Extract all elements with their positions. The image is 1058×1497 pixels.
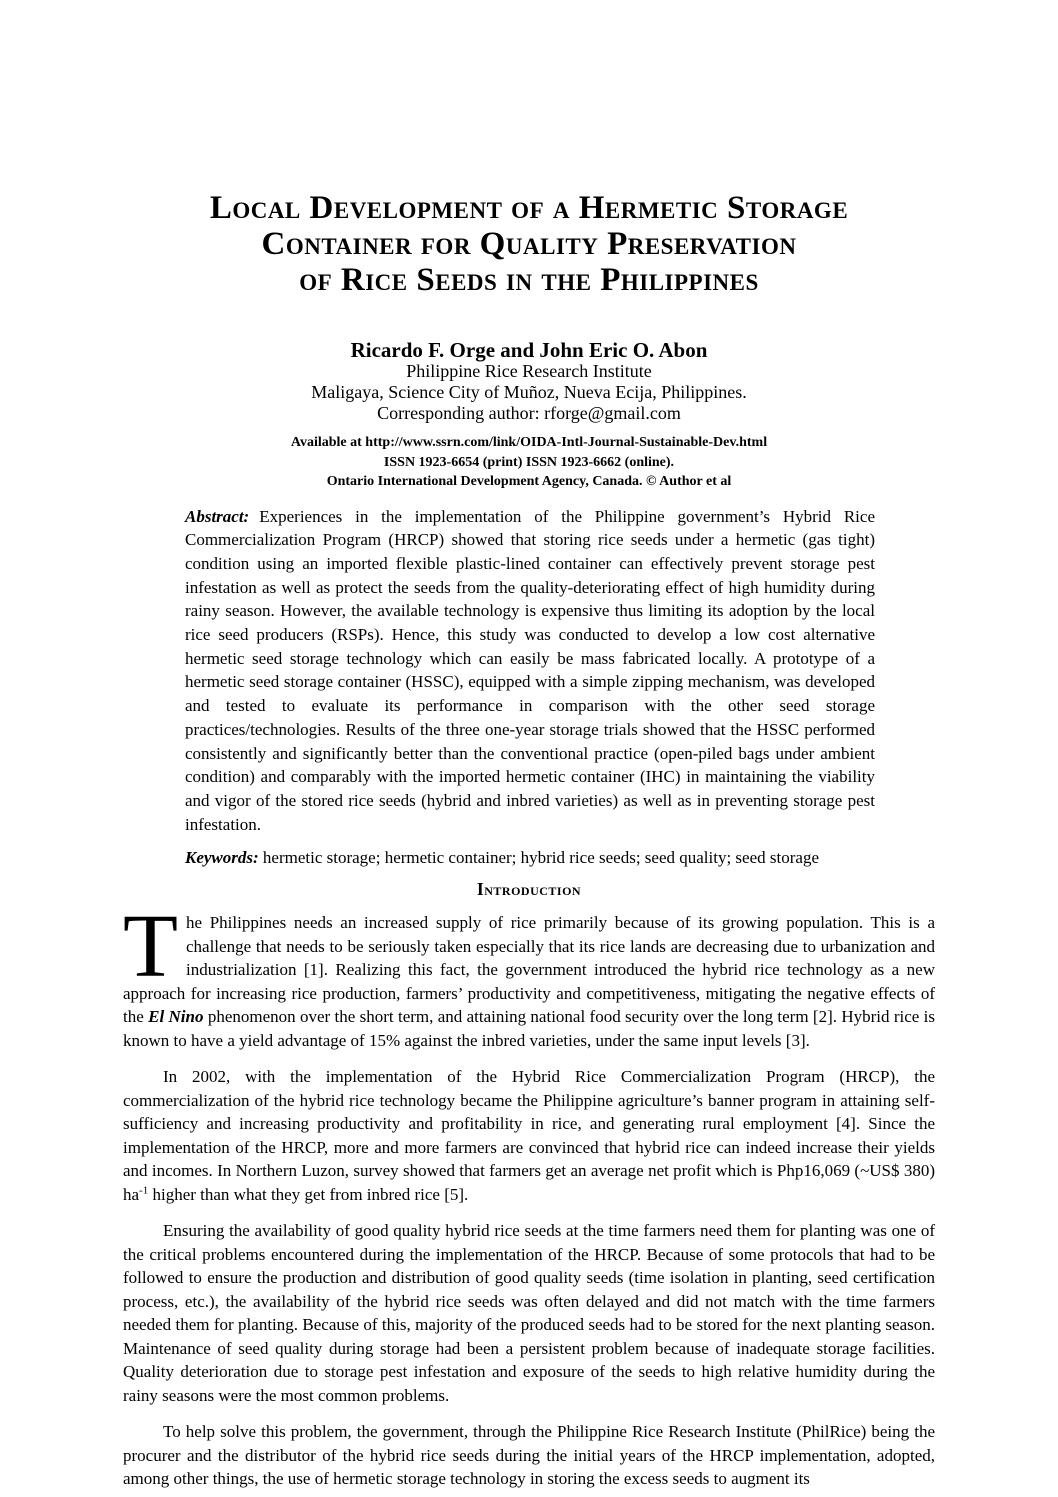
affiliation: Philippine Rice Research Institute — [406, 361, 652, 381]
dropcap-letter: T — [123, 897, 178, 997]
availability-block — [123, 433, 935, 492]
affiliation-address: Maligaya, Science City of Muñoz, Nueva Ecija, Philippines. — [311, 382, 747, 402]
paper-title-line-3: of Rice Seeds in the Philippines — [299, 262, 759, 298]
keywords-text: hermetic storage; hermetic container; hybrid rice seeds; seed quality; seed storage — [258, 848, 819, 868]
intro-paragraph-4: To help solve this problem, the government, through the Philippine Rice Research Institute (PhilRice) being the procurer and the distributor of the hybrid rice seeds during the initial years of the HRCP implementation, adopted, among other things, the use of hermetic storage technology in storing the excess seeds to augment its — [123, 1422, 935, 1489]
authors: Ricardo F. Orge and John Eric O. Abon — [350, 338, 708, 362]
availability-url: Available at http://www.ssrn.com/link/OIDA-Intl-Journal-Sustainable-Dev.html — [290, 435, 768, 450]
keywords-label: Keywords: — [185, 848, 259, 868]
paper-title — [123, 190, 935, 298]
intro-paragraph-2 — [123, 1065, 935, 1206]
keywords-line — [185, 846, 875, 869]
paper-title-line-2: Container for Quality Preservation — [261, 226, 797, 262]
issn-line: ISSN 1923-6654 (print) ISSN 1923-6662 (online). — [383, 454, 675, 470]
intro-paragraph-2-text: In 2002, with the implementation of the Hybrid Rice Commercialization Program (HRCP), the commercialization of the hybrid rice technology became the Philippine agriculture’s banner program in attaining self-sufficiency and increasing productivity and profitability in rice, and generating rural employment [4]. Since the implementation of the HRCP, more and more farmers are convinced that hybrid rice can indeed increase their yields and incomes. In Northern Luzon, survey showed that farmers get an average net profit which is Php16,069 (~US$ 380) $ha^{-1}$ higher than what they get from inbred rice [5]. — [123, 1067, 935, 1204]
byline-block — [123, 339, 935, 424]
publisher-line: Ontario International Development Agency, Canada. © Author et al — [326, 474, 732, 489]
intro-paragraph-3: Ensuring the availability of good quality hybrid rice seeds at the time farmers need them for planting was one of the critical problems encountered during the implementation of the HRCP. Because of some protocols that had to be followed to ensure the production and distribution of good quality seeds (time isolation in planting, seed certification process, etc.), the availability of the hybrid rice seeds was often delayed and did not match with the time farmers needed them for planting. Because of this, majority of the produced seeds had to be stored for the next planting season. Maintenance of seed quality during storage had been a persistent problem because of inadequate storage facilities. Quality deterioration due to storage pest infestation and exposure of the seeds to high relative humidity during the rainy seasons were the most common problems. — [123, 1221, 935, 1405]
abstract — [185, 505, 875, 837]
section-heading-introduction: Introduction — [476, 879, 582, 900]
intro-paragraph-1 — [123, 897, 935, 1052]
intro-paragraph-1-text: he Philippines needs an increased supply of rice primarily because of its growing population. This is a challenge that needs to be seriously taken especially that its rice lands are decreasing due to urbanization and industrialization [1]. Realizing this fact, the government introduced the hybrid rice technology as a new approach for increasing rice production, farmers’ productivity and competitiveness, mitigating the negative effects of the El Nino phenomenon over the short term, and attaining national food security over the long term [2]. Hybrid rice is known to have a yield advantage of 15% against the inbred varieties, under the same input levels [3]. — [123, 913, 935, 1050]
abstract-text: Experiences in the implementation of the Philippine government’s Hybrid Rice Commercialization Program (HRCP) showed that storing rice seeds under a hermetic (gas tight) condition using an imported flexible plastic-lined container can effectively prevent storage pest infestation as well as protect the seeds from the quality-deteriorating effect of high humidity during rainy season. However, the available technology is expensive thus limiting its adoption by the local rice seed producers (RSPs). Hence, this study was conducted to develop a low cost alternative hermetic seed storage technology which can easily be mass fabricated locally. A prototype of a hermetic seed storage container (HSSC), equipped with a simple zipping mechanism, was developed and tested to evaluate its performance in comparison with the other seed storage practices/technologies. Results of the three one-year storage trials showed that the HSSC performed consistently and significantly better than the conventional practice (open-piled bags under ambient condition) and comparably with the imported hermetic container (IHC) in maintaining the viability and vigor of the stored rice seeds (hybrid and inbred varieties) as well as in preventing storage pest infestation. — [185, 506, 875, 834]
corresponding-author-email: Corresponding author: rforge@gmail.com — [377, 403, 681, 423]
paper-title-line-1: Local Development of a Hermetic Storage — [209, 190, 849, 226]
abstract-label: Abstract: — [185, 506, 250, 526]
